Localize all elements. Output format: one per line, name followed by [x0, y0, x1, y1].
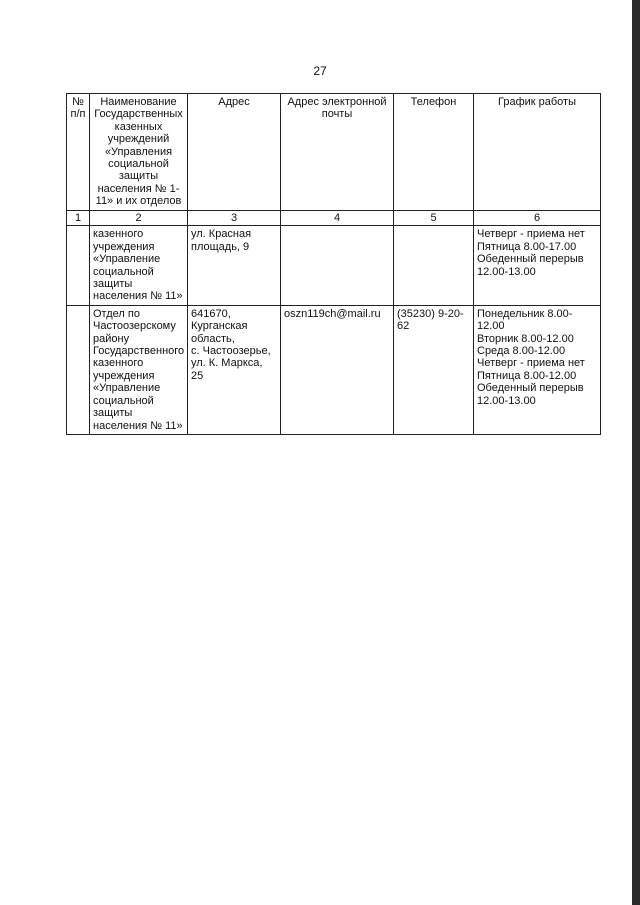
text-line: «Управление: [93, 253, 161, 266]
text-line: ул. Красная: [191, 228, 252, 241]
header-number: [67, 94, 90, 211]
column-number: 1: [67, 211, 90, 226]
cell-text: [284, 96, 390, 121]
text-line: График работы: [498, 96, 576, 108]
header-phone: [394, 94, 474, 211]
text-line: Телефон: [410, 96, 457, 108]
text-line: защиты: [118, 170, 159, 183]
text-line: Курганская: [191, 320, 248, 333]
cell-text: [191, 308, 277, 382]
header-address: [188, 94, 281, 211]
institution-email: oszn119ch@mail.ru: [281, 305, 394, 434]
header-name: [90, 94, 188, 211]
text-line: (35230) 9-20-: [397, 307, 464, 320]
institutions-table: [66, 93, 601, 435]
institution-name: [90, 305, 188, 434]
text-line: почты: [321, 108, 353, 121]
institution-schedule: [474, 305, 601, 434]
header-email: [281, 94, 394, 211]
text-line: учреждения: [93, 369, 155, 382]
text-line: населения № 1-: [97, 182, 180, 195]
text-line: Государственного: [93, 345, 185, 358]
text-line: область,: [191, 332, 235, 345]
text-line: социальной: [93, 265, 154, 278]
text-line: району: [93, 332, 130, 345]
text-line: 11» и их отделов: [95, 195, 182, 208]
text-line: 12.00: [477, 320, 505, 333]
text-line: Четверг - приема нет: [477, 228, 585, 241]
text-line: защиты: [93, 278, 133, 291]
scan-edge: [632, 0, 640, 905]
cell-text: [397, 308, 470, 333]
cell-text: [477, 96, 597, 108]
text-line: казенных: [114, 120, 163, 133]
text-line: Пятница 8.00-12.00: [477, 369, 577, 382]
institution-email: [281, 226, 394, 305]
header-schedule: [474, 94, 601, 211]
text-line: Отдел по: [93, 307, 140, 320]
text-line: социальной: [108, 158, 169, 171]
column-number: 2: [90, 211, 188, 226]
row-number: [67, 305, 90, 434]
institution-phone: [394, 305, 474, 434]
column-number: 5: [394, 211, 474, 226]
text-line: Пятница 8.00-17.00: [477, 240, 577, 253]
text-line: Адрес: [218, 96, 250, 108]
text-line: «Управления: [104, 145, 173, 158]
text-line: Четверг - приема нет: [477, 357, 585, 370]
text-line: Обеденный перерыв: [477, 382, 584, 395]
institution-phone: [394, 226, 474, 305]
text-line: населения № 11»: [93, 419, 183, 432]
text-line: населения № 11»: [93, 290, 183, 303]
text-line: социальной: [93, 394, 154, 407]
text-line: Наименование: [100, 96, 177, 108]
page-number: 27: [313, 64, 327, 78]
text-line: Понедельник 8.00-: [477, 307, 573, 320]
header-row: [67, 94, 601, 211]
cell-text: [477, 308, 597, 407]
text-line: учреждения: [93, 240, 155, 253]
column-number: 4: [281, 211, 394, 226]
text-line: учреждений: [107, 133, 170, 146]
text-line: 12.00-13.00: [477, 394, 536, 407]
text-line: 12.00-13.00: [477, 265, 536, 278]
text-line: Вторник 8.00-12.00: [477, 332, 574, 345]
cell-text: [70, 96, 86, 121]
cell-text: [191, 96, 277, 108]
column-number: 3: [188, 211, 281, 226]
text-line: площадь, 9: [191, 240, 250, 253]
text-line: Обеденный перерыв: [477, 253, 584, 266]
column-number: 6: [474, 211, 601, 226]
text-line: казенного: [93, 228, 144, 241]
institution-schedule: [474, 226, 601, 305]
text-line: защиты: [93, 407, 133, 420]
text-line: №: [72, 96, 84, 108]
text-line: ул. К. Маркса, 25: [191, 357, 263, 382]
column-numbers-row: [67, 211, 601, 226]
cell-text: [477, 228, 597, 278]
text-line: с. Частоозерье,: [191, 345, 271, 358]
institution-address: [188, 305, 281, 434]
cell-text: [397, 96, 470, 108]
text-line: Адрес электронной: [287, 96, 387, 108]
table-row: [67, 305, 601, 434]
text-line: казенного: [93, 357, 144, 370]
text-line: Среда 8.00-12.00: [477, 345, 566, 358]
cell-text: [93, 308, 184, 432]
text-line: Частоозерскому: [93, 320, 176, 333]
text-line: Государственных: [94, 108, 183, 121]
text-line: п/п: [70, 108, 86, 121]
cell-text: [93, 228, 184, 302]
institution-name: [90, 226, 188, 305]
cell-text: [191, 228, 277, 253]
text-line: «Управление: [93, 382, 161, 395]
row-number: [67, 226, 90, 305]
text-line: 62: [397, 320, 410, 333]
table-row: [67, 226, 601, 305]
text-line: 641670,: [191, 307, 231, 320]
institution-address: [188, 226, 281, 305]
cell-text: [93, 96, 184, 208]
